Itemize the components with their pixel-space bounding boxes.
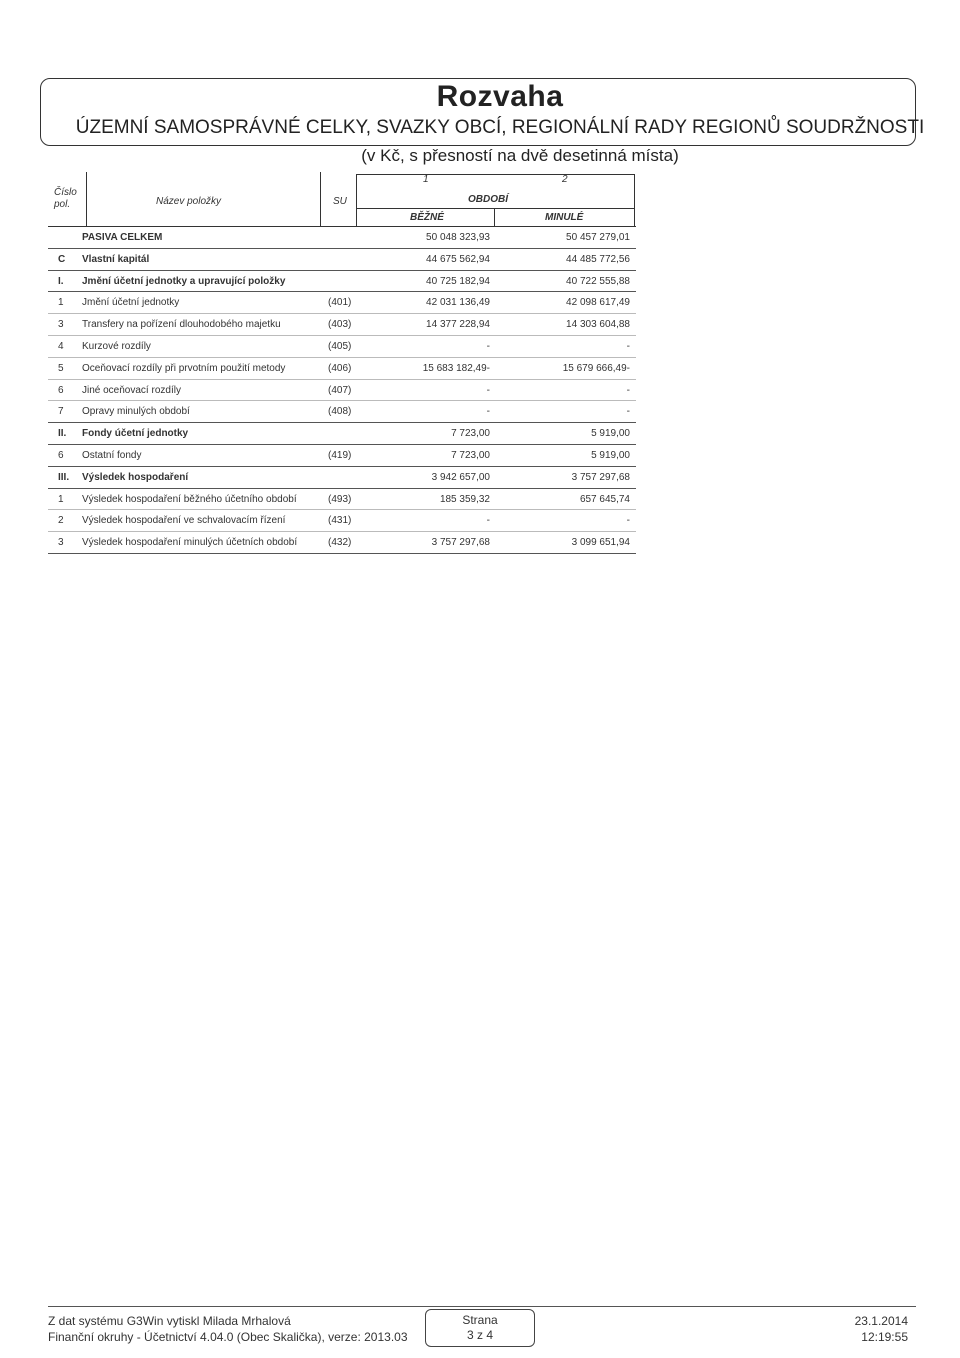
header-divider	[494, 208, 495, 226]
row-su: (431)	[328, 515, 352, 527]
table-row	[48, 467, 636, 489]
table-row	[48, 423, 636, 445]
table-row	[48, 358, 636, 380]
row-label: Transfery na pořízení dlouhodobého majetku	[82, 319, 281, 331]
row-su: (406)	[328, 362, 352, 374]
print-time: 12:19:55	[861, 1330, 908, 1344]
row-number: I.	[58, 275, 64, 287]
header-col1-number: 1	[423, 174, 429, 185]
page-subtitle: ÚZEMNÍ SAMOSPRÁVNÉ CELKY, SVAZKY OBCÍ, REGIONÁLNÍ RADY REGIONŮ SOUDRŽNOSTI	[75, 117, 925, 138]
footer-info	[48, 1313, 408, 1345]
row-number: 5	[58, 362, 64, 374]
row-label: Opravy minulých období	[82, 406, 190, 418]
row-previous-value: -	[626, 340, 630, 352]
header-su: SU	[333, 196, 347, 207]
row-number: III.	[58, 471, 70, 483]
row-label: PASIVA CELKEM	[82, 232, 163, 243]
row-label: Fondy účetní jednotky	[82, 428, 189, 440]
row-current-value: 40 725 182,94	[426, 275, 490, 287]
balance-table	[48, 172, 636, 554]
row-number: 3	[58, 319, 64, 331]
row-number: 1	[58, 297, 64, 309]
row-previous-value: 50 457 279,01	[566, 232, 630, 243]
row-label: Kurzové rozdíly	[82, 340, 151, 352]
row-previous-value: 14 303 604,88	[566, 319, 630, 331]
row-su: (419)	[328, 449, 352, 461]
footer-divider	[48, 1306, 916, 1307]
row-label: Výsledek hospodaření ve schvalovacím řízení	[82, 515, 286, 527]
row-su: (403)	[328, 319, 352, 331]
row-number: 7	[58, 406, 64, 418]
row-current-value: 44 675 562,94	[426, 253, 490, 265]
row-su: (407)	[328, 384, 352, 396]
row-previous-value: 5 919,00	[591, 428, 630, 440]
table-row	[48, 445, 636, 467]
row-label: Výsledek hospodaření	[82, 471, 189, 483]
row-previous-value: 15 679 666,49-	[562, 362, 630, 374]
print-date: 23.1.2014	[854, 1314, 908, 1328]
page-label: Strana	[462, 1313, 498, 1327]
row-su: (401)	[328, 297, 352, 309]
table-row	[48, 271, 636, 293]
header-divider	[356, 208, 635, 209]
row-current-value: -	[486, 384, 490, 396]
header-divider	[86, 172, 87, 226]
row-su: (405)	[328, 340, 352, 352]
row-number: 3	[58, 537, 64, 549]
table-row	[48, 532, 636, 554]
table-header	[48, 172, 636, 227]
table-row	[48, 489, 636, 511]
row-su: (408)	[328, 406, 352, 418]
row-su: (432)	[328, 537, 352, 549]
row-number: II.	[58, 428, 67, 440]
row-previous-value: 5 919,00	[591, 449, 630, 461]
row-number: 6	[58, 449, 64, 461]
table-row	[48, 227, 636, 249]
row-su: (493)	[328, 493, 352, 505]
row-number: 4	[58, 340, 64, 352]
page-number: 3 z 4	[466, 1328, 493, 1342]
table-row	[48, 249, 636, 271]
row-previous-value: 3 099 651,94	[571, 537, 630, 549]
row-current-value: 7 723,00	[451, 449, 490, 461]
row-current-value: 14 377 228,94	[426, 319, 490, 331]
row-label: Výsledek hospodaření minulých účetních období	[82, 537, 298, 549]
page-title: Rozvaha	[436, 80, 564, 113]
table-row	[48, 401, 636, 423]
row-current-value: 15 683 182,49-	[422, 362, 490, 374]
row-previous-value: 3 757 297,68	[571, 471, 630, 483]
row-current-value: 3 942 657,00	[431, 471, 490, 483]
header-nazev: Název položky	[156, 196, 222, 207]
row-label: Vlastní kapitál	[82, 253, 150, 265]
row-number: 2	[58, 515, 64, 527]
header-bezne: BĚŽNÉ	[410, 212, 444, 223]
row-label: Výsledek hospodaření běžného účetního období	[82, 493, 297, 505]
row-previous-value: 40 722 555,88	[566, 275, 630, 287]
row-current-value: 185 359,32	[439, 493, 490, 505]
table-row	[48, 380, 636, 402]
footer-timestamp	[855, 1313, 908, 1345]
row-previous-value: 42 098 617,49	[566, 297, 630, 309]
row-current-value: 7 723,00	[451, 428, 490, 440]
table-row	[48, 314, 636, 336]
row-current-value: -	[486, 340, 490, 352]
header-minule: MINULÉ	[545, 212, 584, 223]
row-previous-value: -	[626, 384, 630, 396]
row-number: 1	[58, 493, 64, 505]
row-label: Jmění účetní jednotky	[82, 297, 180, 309]
table-row	[48, 336, 636, 358]
row-label: Jiné oceňovací rozdíly	[82, 384, 181, 396]
table-row	[48, 292, 636, 314]
row-previous-value: 657 645,74	[579, 493, 630, 505]
page-number-box	[425, 1309, 535, 1347]
footer-printed-by: Z dat systému G3Win vytiskl Milada Mrhalová	[48, 1314, 291, 1328]
row-number: 6	[58, 384, 64, 396]
header-divider	[320, 172, 321, 226]
row-previous-value: -	[626, 515, 630, 527]
row-current-value: 42 031 136,49	[426, 297, 490, 309]
row-previous-value: 44 485 772,56	[566, 253, 630, 265]
row-label: Oceňovací rozdíly při prvotním použití metody	[82, 362, 286, 374]
units-note: (v Kč, s přesností na dvě desetinná místa)	[361, 146, 679, 165]
header-obdobi: OBDOBÍ	[468, 194, 508, 205]
footer-software: Finanční okruhy - Účetnictví 4.04.0 (Obec Skalička), verze: 2013.03	[48, 1330, 408, 1344]
row-previous-value: -	[626, 406, 630, 418]
table-row	[48, 510, 636, 532]
row-current-value: 3 757 297,68	[431, 537, 490, 549]
header-cislo: Číslo pol.	[54, 187, 77, 210]
row-current-value: -	[486, 406, 490, 418]
row-current-value: 50 048 323,93	[426, 232, 490, 243]
row-current-value: -	[486, 515, 490, 527]
row-label: Ostatní fondy	[82, 449, 142, 461]
row-label: Jmění účetní jednotky a upravující položky	[82, 275, 286, 287]
row-number: C	[58, 253, 66, 265]
header-col2-number: 2	[562, 174, 568, 185]
